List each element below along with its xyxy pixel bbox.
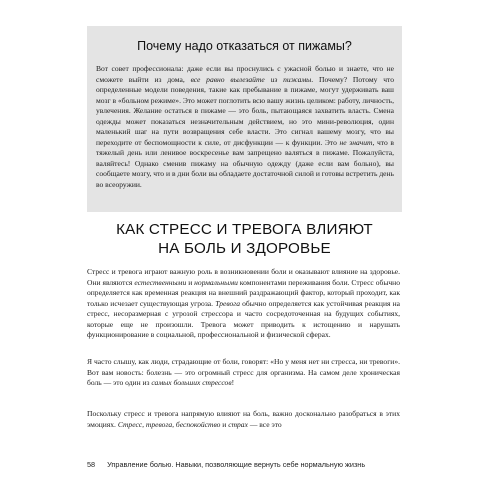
sidebar-box	[87, 26, 402, 212]
emphasis-text: все равно вылезайте из пижамы	[190, 74, 312, 84]
emphasis-text: страх	[228, 419, 248, 429]
emphasis-text: Тревога	[215, 298, 240, 308]
page-footer	[87, 460, 407, 469]
paragraph-emotions: Поскольку стресс и тревога напрямую влияют на боль, важно досконально разобраться в этих эмоциях. Стресс, тревога, беспокойство и страх — все это	[87, 409, 400, 429]
section-heading-line-2: НА БОЛЬ И ЗДОРОВЬЕ	[158, 240, 331, 257]
emphasis-text: нормальными	[194, 277, 238, 287]
paragraph-stress-anxiety: Стресс и тревога играют важную роль в возникновении боли и оказывают влияние на здоровье. Они являются естественными и нормальными компонентами переживания боли. Стресс обычно определяется как временная реакция на внешний раздражающий фактор, который проходит, как только исчезает существующая угроза. Тревога обычно определяется как устойчивая реакция на стресс, несоразмерная с угрозой стрессора и часто сосредоточенная на будущих событиях, которые еще не произошли. Тревога может приводить к истощению и нарушать функционирование в социальной, профессиональной и физической сферах.	[87, 267, 400, 340]
running-title: Управление болью. Навыки, позволяющие вернуть себе нормальную жизнь	[107, 460, 366, 469]
emphasis-text: не значит	[339, 137, 373, 147]
emphasis-text: Стресс, тревога, беспокойство	[117, 419, 221, 429]
paragraph-no-stress-quote: Я часто слышу, как люди, страдающие от боли, говорят: «Но у меня нет ни стресса, ни тревоги». Вот вам новость: болезнь — это огромный стресс для организма. На самом деле хроническая боль — это один из самых больших стрессов!	[87, 357, 400, 388]
emphasis-text: естественными	[134, 277, 187, 287]
sidebar-box-title: Почему надо отказаться от пижамы?	[137, 39, 352, 53]
sidebar-box-body: Вот совет профессионала: даже если вы проснулись с ужасной болью и знаете, что не сможете выйти из дома, все равно вылезайте из пижамы. Почему? Потому что определенные модели поведения, такие как пребывание в пижаме, могут удерживать ваш мозг в «больном режиме». Это может поглотить всю вашу жизнь целиком: работу, личность, увлечения. Желание остаться в пижаме — это боль, пытающаяся захватить власть. Смена одежды может показаться незначительным действием, но это мини-революция, один маленький шаг на пути возвращения себе власти. Это сигнал вашему мозгу, что вы переходите от беспомощности к силе, от дисфункции — к функции. Это не значит, что в тяжелый день или ленивое воскресенье вам запрещено валяться в пижаме. Пожалуйста, валяйтесь! Однако сменив пижаму на обычную одежду (даже если вам больно), вы сообщаете мозгу, что и в дни боли вы обладаете достаточной силой и готовы встретить день во всеоружии.	[96, 64, 394, 190]
page-number: 58	[87, 460, 96, 469]
section-heading	[87, 220, 402, 258]
section-heading-line-1: КАК СТРЕСС И ТРЕВОГА ВЛИЯЮТ	[116, 221, 373, 238]
emphasis-text: самых больших стрессов	[151, 378, 232, 388]
